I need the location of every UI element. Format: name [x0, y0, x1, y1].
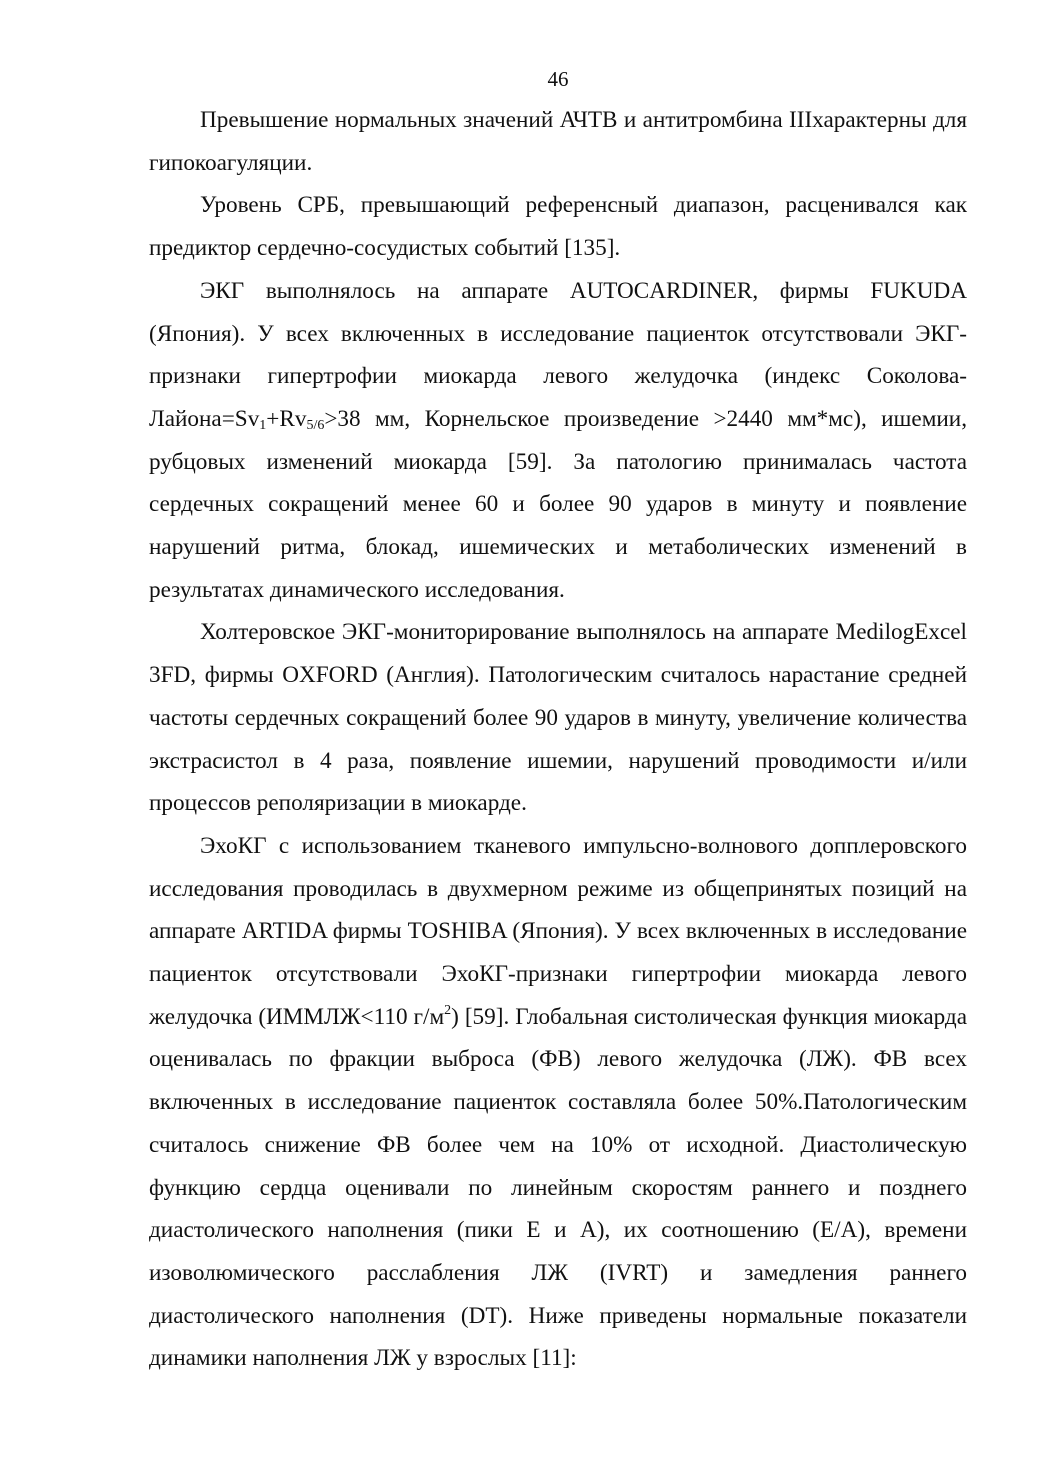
ecg-subscript-2: 5/6	[306, 417, 325, 433]
paragraph-ecg	[149, 270, 967, 612]
ecg-text-part-1: ЭКГ выполнялось на аппарате AUTOCARDINER, фирмы FUKUDA (Япония). У всех включенных в исследование пациенток отсутствовали ЭКГ-признаки гипертрофии миокарда левого желудочка (индекс Соколова-Лайона=Sv	[149, 277, 967, 432]
ecg-subscript-1: 1	[259, 417, 267, 433]
ecg-text-part-3: >38 мм, Корнельское произведение >2440 мм*мс), ишемии, рубцовых изменений миокарда [59]. За патологию принималась частота сердечных сокращений менее 60 и более 90 ударов в минуту и появление нарушений ритма, блокад, ишемических и метаболических изменений в результатах динамического исследования.	[149, 405, 967, 603]
page-number: 46	[547, 67, 569, 91]
paragraph-echo	[149, 825, 967, 1380]
echo-text-part-1: ЭхоКГ с использованием тканевого импульсно-волнового допплеровского исследования проводилась в двухмерном режиме из общепринятых позиций на аппарате ARTIDA фирмы TOSHIBA (Япония). У всех включенных в исследование пациенток отсутствовали ЭхоКГ-признаки гипертрофии миокарда левого желудочка (ИММЛЖ<110 г/м	[149, 832, 967, 1030]
document-body	[149, 99, 967, 1380]
paragraph-holter: Холтеровское ЭКГ-мониторирование выполнялось на аппарате MedilogExcel 3FD, фирмы OXFORD (Англия). Патологическим считалось нарастание средней частоты сердечных сокращений более 90 ударов в минуту, увеличение количества экстрасистол в 4 раза, появление ишемии, нарушений проводимости и/или процессов реполяризации в миокарде.	[149, 619, 967, 817]
paragraph-coagulation: Превышение нормальных значений АЧТВ и антитромбина IIIхарактерны для гипокоагуляции.	[149, 107, 967, 176]
paragraph-crp: Уровень СРБ, превышающий референсный диапазон, расценивался как предиктор сердечно-сосудистых событий [135].	[149, 192, 967, 262]
ecg-text-part-2: +Rv	[266, 405, 307, 432]
echo-superscript: 2	[444, 1002, 452, 1018]
echo-text-part-2: ) [59]. Глобальная систолическая функция миокарда оценивалась по фракции выброса (ФВ) левого желудочка (ЛЖ). ФВ всех включенных в исследование пациенток составляла более 50%.Патологическим считалось снижение ФВ более чем на 10% от исходной. Диастолическую функцию сердца оценивали по линейным скоростям раннего и позднего диастолического наполнения (пики E и A), их соотношению (E/A), времени изоволюмического расслабления ЛЖ (IVRT) и замедления раннего диастолического наполнения (DT). Ниже приведены нормальные показатели динамики наполнения ЛЖ у взрослых [11]:	[149, 1003, 967, 1372]
